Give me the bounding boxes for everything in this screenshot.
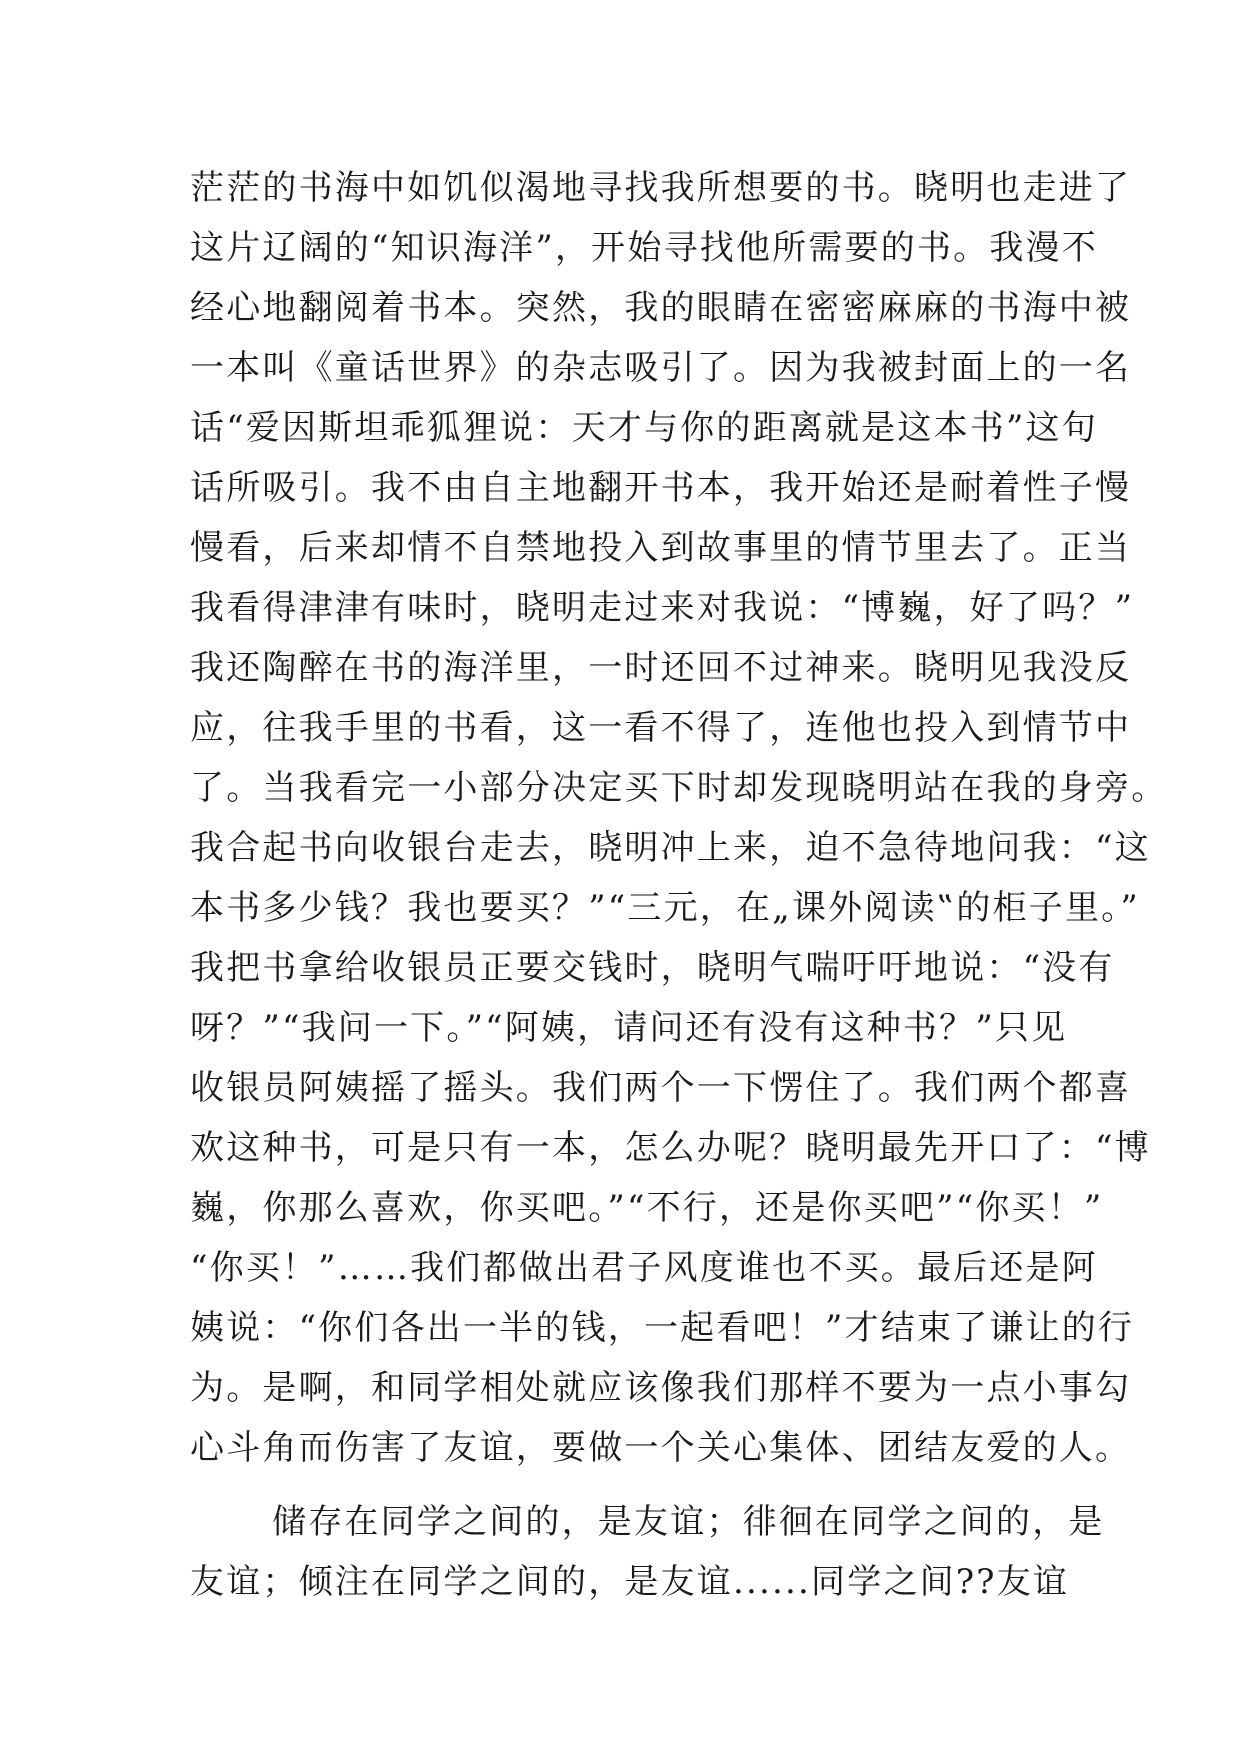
text-line: 我看得津津有味时，晓明走过来对我说：“博巍，好了吗？”: [190, 588, 1135, 628]
text-line: 为。是啊，和同学相处就应该像我们那样不要为一点小事勾: [190, 1368, 1132, 1408]
paragraph-2: [190, 1492, 1105, 1612]
text-line: 呀？”“我问一下。”“阿姨，请问还有没有这种书？”只见: [190, 1008, 1068, 1048]
text-line: 收银员阿姨摇了摇头。我们两个一下愣住了。我们两个都喜: [190, 1068, 1132, 1108]
text-line: 慢看，后来却情不自禁地投入到故事里的情节里去了。正当: [190, 528, 1132, 568]
text-line: 我合起书向收银台走去，晓明冲上来，迫不急待地问我：“这: [190, 828, 1151, 868]
body-text: [190, 158, 1168, 1612]
text-line: 话“爱因斯坦乖狐狸说：天才与你的距离就是这本书”这句: [190, 408, 1098, 448]
text-line: 经心地翻阅着书本。突然，我的眼睛在密密麻麻的书海中被: [190, 288, 1132, 328]
text-line: “你买！”……我们都做出君子风度谁也不买。最后还是阿: [190, 1248, 1098, 1288]
text-line: 心斗角而伤害了友谊，要做一个关心集体、团结友爱的人。: [190, 1428, 1132, 1468]
text-line: 欢这种书，可是只有一本，怎么办呢？晓明最先开口了：“博: [190, 1128, 1151, 1168]
text-line: 我还陶醉在书的海洋里，一时还回不过神来。晓明见我没反: [190, 648, 1132, 688]
text-line: 我把书拿给收银员正要交钱时，晓明气喘吁吁地说：“没有: [190, 948, 1115, 988]
text-line: 巍，你那么喜欢，你买吧。”“不行，还是你买吧”“你买！”: [190, 1188, 1104, 1228]
text-line: 了。当我看完一小部分决定买下时却发现晓明站在我的身旁。: [190, 768, 1168, 808]
text-line: 姨说：“你们各出一半的钱，一起看吧！”才结束了谦让的行: [190, 1308, 1135, 1348]
text-line: 友谊；倾注在同学之间的，是友谊......同学之间??友谊: [190, 1562, 1070, 1602]
text-line: 话所吸引。我不由自主地翻开书本，我开始还是耐着性子慢: [190, 468, 1132, 508]
text-line: 应，往我手里的书看，这一看不得了，连他也投入到情节中: [190, 708, 1132, 748]
text-line: 储存在同学之间的，是友谊；徘徊在同学之间的，是: [272, 1502, 1105, 1542]
text-line: 这片辽阔的“知识海洋”，开始寻找他所需要的书。我漫不: [190, 228, 1098, 268]
paragraph-1: [190, 158, 1168, 1478]
text-line: 茫茫的书海中如饥似渴地寻找我所想要的书。晓明也走进了: [190, 168, 1132, 208]
text-line: 一本叫《童话世界》的杂志吸引了。因为我被封面上的一名: [190, 348, 1132, 388]
text-line: 本书多少钱？我也要买？”“三元，在„课外阅读‟的柜子里。”: [190, 888, 1140, 928]
